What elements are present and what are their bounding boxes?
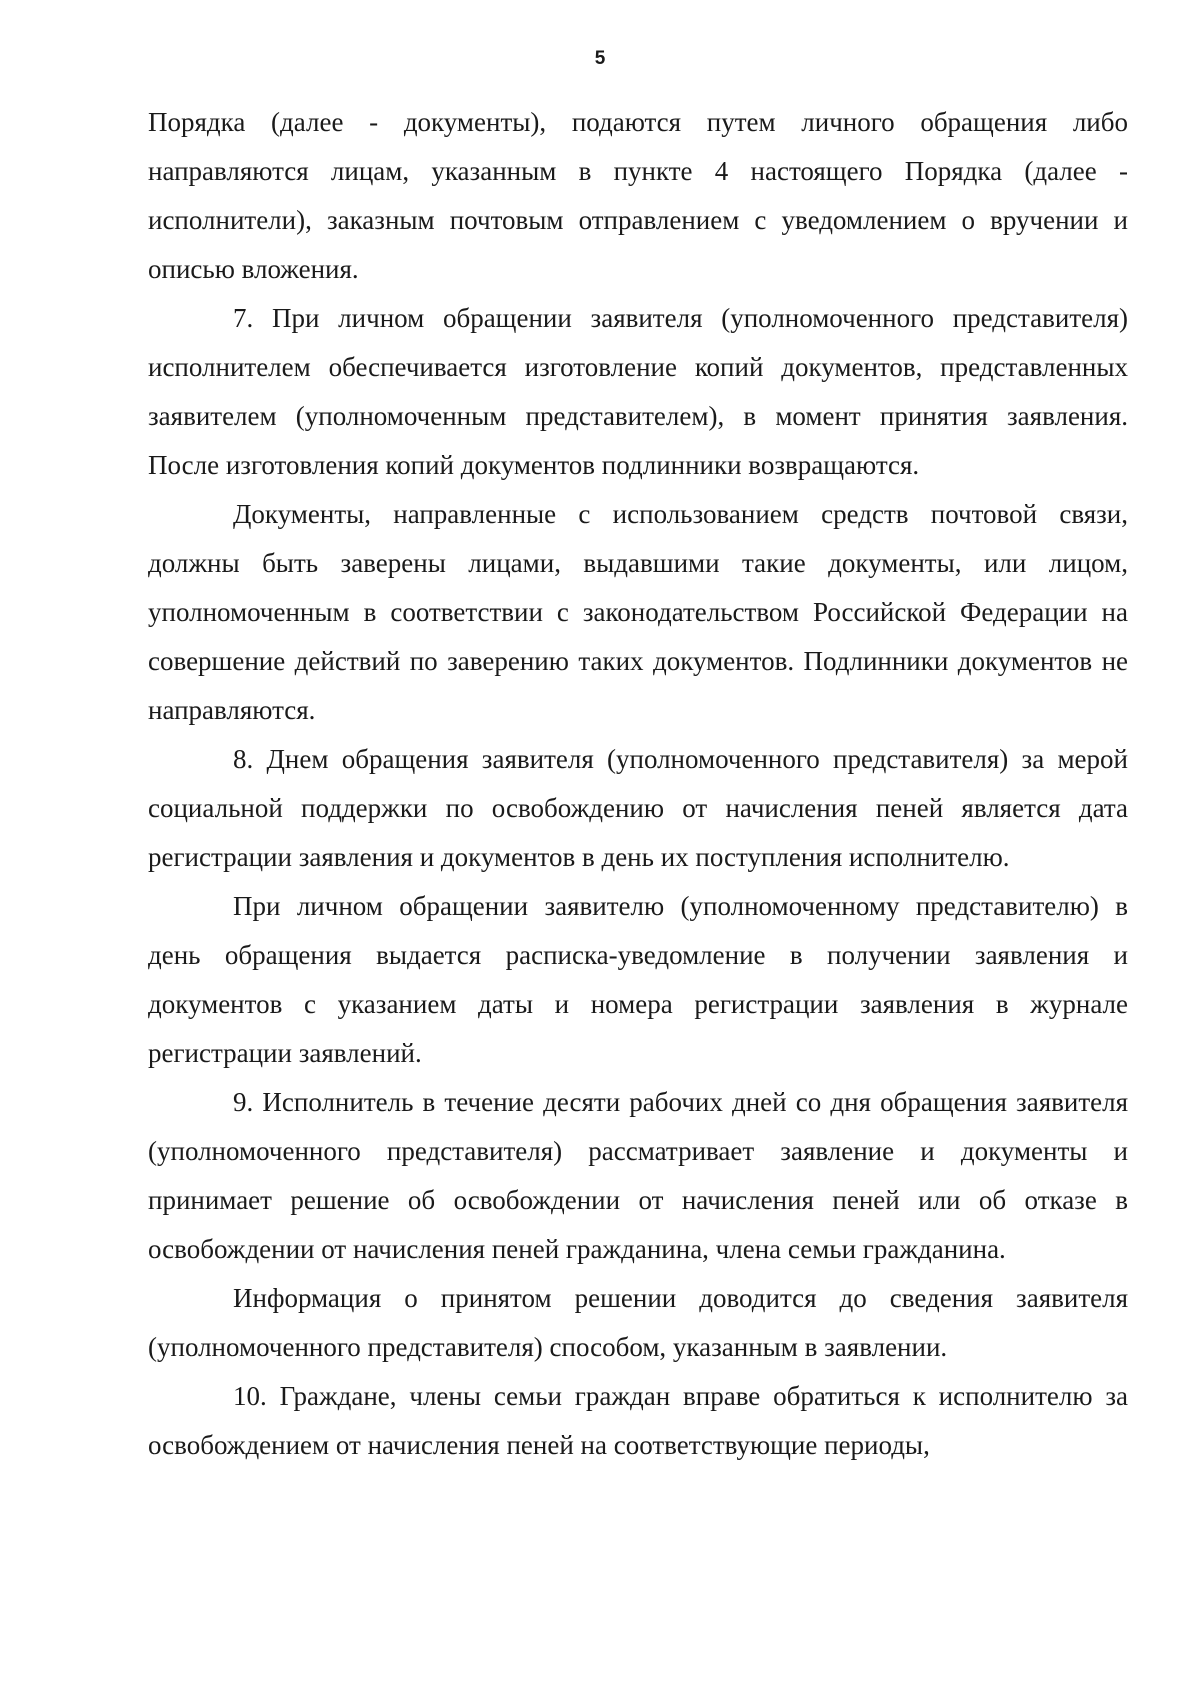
paragraph-receipt-notification: При личном обращении заявителю (уполномоченному представителю) в день обращения выдается расписка-уведомление в получении заявления и документов с указанием даты и номера регистрации заявления в журнале регистрации заявлений. [148,891,1128,1068]
paragraph-item-7: 7. При личном обращении заявителя (уполномоченного представителя) исполнителем обеспечивается изготовление копий документов, представленных заявителем (уполномоченным представителем), в момент принятия заявления. После изготовления копий документов подлинники возвращаются. [148,303,1128,480]
paragraph-decision-information: Информация о принятом решении доводится до сведения заявителя (уполномоченного представителя) способом, указанным в заявлении. [148,1283,1128,1362]
document-body [148,98,1128,1470]
paragraph-postal-documents: Документы, направленные с использованием средств почтовой связи, должны быть заверены лицами, выдавшими такие документы, или лицом, уполномоченным в соответствии с законодательством Российской Федерации на совершение действий по заверению таких документов. Подлинники документов не направляются. [148,499,1128,725]
paragraph-documents-submission: Порядка (далее - документы), подаются путем личного обращения либо направляются лицам, указанным в пункте 4 настоящего Порядка (далее - исполнители), заказным почтовым отправлением с уведомлением о вручении и описью вложения. [148,107,1128,284]
paragraph-item-10: 10. Граждане, члены семьи граждан вправе обратиться к исполнителю за освобождением от начисления пеней на соответствующие периоды, [148,1381,1128,1460]
paragraph-item-9: 9. Исполнитель в течение десяти рабочих дней со дня обращения заявителя (уполномоченного представителя) рассматривает заявление и документы и принимает решение об освобождении от начисления пеней или об отказе в освобождении от начисления пеней гражданина, члена семьи гражданина. [148,1087,1128,1264]
paragraph-item-8: 8. Днем обращения заявителя (уполномоченного представителя) за мерой социальной поддержки по освобождению от начисления пеней является дата регистрации заявления и документов в день их поступления исполнителю. [148,744,1128,872]
page-number: 5 [594,48,606,69]
